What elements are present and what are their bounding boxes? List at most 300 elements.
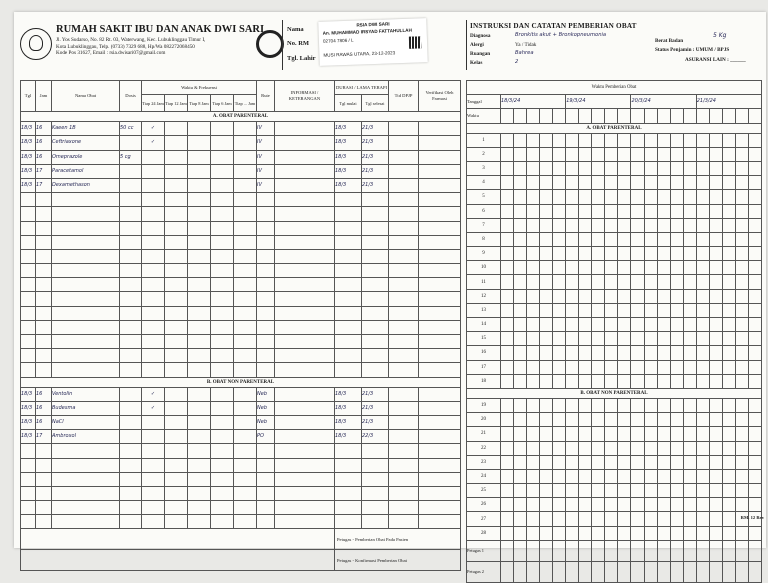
cell[interactable]	[275, 207, 335, 221]
admin-cell[interactable]	[709, 332, 722, 346]
admin-cell[interactable]	[618, 346, 631, 360]
admin-cell[interactable]	[501, 360, 514, 374]
admin-cell[interactable]	[670, 455, 683, 469]
admin-cell[interactable]	[592, 289, 605, 303]
admin-cell[interactable]	[592, 512, 605, 526]
cell-rute[interactable]: PO	[257, 430, 275, 444]
admin-cell[interactable]	[722, 360, 735, 374]
cell[interactable]	[419, 292, 461, 306]
cell[interactable]	[142, 306, 165, 320]
admin-cell[interactable]	[748, 232, 761, 246]
cell[interactable]	[419, 472, 461, 486]
cell[interactable]	[188, 235, 211, 249]
admin-cell[interactable]	[553, 360, 566, 374]
admin-cell[interactable]	[527, 190, 540, 204]
signature-cell[interactable]	[735, 540, 748, 561]
admin-cell[interactable]	[735, 190, 748, 204]
admin-cell[interactable]	[644, 303, 657, 317]
admin-cell[interactable]	[579, 484, 592, 498]
admin-cell[interactable]	[605, 346, 618, 360]
cell[interactable]	[165, 335, 188, 349]
admin-cell[interactable]	[605, 374, 618, 388]
cell[interactable]	[21, 306, 36, 320]
cell-jam[interactable]: 17	[36, 430, 52, 444]
admin-cell[interactable]	[540, 247, 553, 261]
cell-mulai[interactable]: 18/3	[335, 150, 362, 164]
admin-cell[interactable]	[540, 190, 553, 204]
date-cell[interactable]: 18/3/24	[501, 95, 566, 109]
cell[interactable]	[142, 472, 165, 486]
admin-cell[interactable]	[696, 360, 709, 374]
admin-cell[interactable]	[514, 232, 527, 246]
admin-cell[interactable]	[553, 318, 566, 332]
signature-cell[interactable]	[566, 540, 579, 561]
admin-cell[interactable]	[566, 218, 579, 232]
cell-dosis[interactable]	[120, 430, 142, 444]
cell-selesai[interactable]: 21/3	[362, 136, 389, 150]
admin-cell[interactable]	[592, 133, 605, 147]
admin-cell[interactable]	[631, 147, 644, 161]
admin-cell[interactable]	[605, 303, 618, 317]
cell[interactable]	[142, 486, 165, 500]
admin-cell[interactable]	[670, 232, 683, 246]
cell[interactable]	[165, 363, 188, 377]
cell[interactable]	[419, 486, 461, 500]
admin-cell[interactable]	[592, 275, 605, 289]
cell[interactable]	[36, 193, 52, 207]
cell[interactable]	[52, 221, 120, 235]
cell[interactable]	[120, 501, 142, 515]
admin-cell[interactable]	[657, 498, 670, 512]
cell[interactable]	[211, 278, 234, 292]
cell[interactable]	[120, 458, 142, 472]
cell[interactable]	[21, 320, 36, 334]
admin-cell[interactable]	[631, 484, 644, 498]
admin-cell[interactable]	[618, 427, 631, 441]
admin-cell[interactable]	[670, 441, 683, 455]
cell[interactable]	[165, 486, 188, 500]
admin-cell[interactable]	[696, 318, 709, 332]
signature-cell[interactable]	[618, 561, 631, 582]
admin-cell[interactable]	[709, 176, 722, 190]
cell[interactable]	[257, 486, 275, 500]
admin-cell[interactable]	[501, 218, 514, 232]
admin-cell[interactable]	[605, 484, 618, 498]
admin-cell[interactable]	[696, 218, 709, 232]
admin-cell[interactable]	[722, 469, 735, 483]
admin-cell[interactable]	[540, 176, 553, 190]
admin-cell[interactable]	[540, 232, 553, 246]
admin-cell[interactable]	[605, 261, 618, 275]
admin-cell[interactable]	[709, 427, 722, 441]
admin-cell[interactable]	[514, 498, 527, 512]
cell[interactable]	[21, 264, 36, 278]
cell[interactable]	[335, 349, 362, 363]
admin-cell[interactable]	[566, 332, 579, 346]
admin-cell[interactable]	[566, 303, 579, 317]
admin-cell[interactable]	[553, 441, 566, 455]
admin-cell[interactable]	[514, 318, 527, 332]
admin-cell[interactable]	[631, 190, 644, 204]
cell[interactable]	[362, 320, 389, 334]
admin-cell[interactable]	[683, 161, 696, 175]
admin-cell[interactable]	[514, 427, 527, 441]
admin-cell[interactable]	[748, 413, 761, 427]
admin-cell[interactable]	[592, 247, 605, 261]
cell[interactable]	[211, 515, 234, 529]
admin-cell[interactable]	[566, 374, 579, 388]
admin-cell[interactable]	[579, 374, 592, 388]
cell-dosis[interactable]	[120, 136, 142, 150]
admin-cell[interactable]	[748, 247, 761, 261]
admin-cell[interactable]	[696, 374, 709, 388]
cell[interactable]	[275, 363, 335, 377]
admin-cell[interactable]	[631, 374, 644, 388]
admin-cell[interactable]	[592, 413, 605, 427]
admin-cell[interactable]	[709, 147, 722, 161]
admin-cell[interactable]	[670, 218, 683, 232]
cell[interactable]	[211, 501, 234, 515]
cell-jam[interactable]: 16	[36, 401, 52, 415]
admin-cell[interactable]	[540, 374, 553, 388]
admin-cell[interactable]	[592, 204, 605, 218]
admin-cell[interactable]	[657, 398, 670, 412]
signature-cell[interactable]	[527, 561, 540, 582]
admin-cell[interactable]	[553, 498, 566, 512]
cell[interactable]	[389, 178, 419, 192]
cell[interactable]	[275, 193, 335, 207]
admin-cell[interactable]	[592, 176, 605, 190]
cell[interactable]	[188, 136, 211, 150]
cell[interactable]	[275, 264, 335, 278]
admin-cell[interactable]	[514, 190, 527, 204]
admin-cell[interactable]	[735, 498, 748, 512]
admin-cell[interactable]	[501, 498, 514, 512]
admin-cell[interactable]	[696, 398, 709, 412]
cell[interactable]	[211, 401, 234, 415]
cell[interactable]	[257, 349, 275, 363]
admin-cell[interactable]	[605, 289, 618, 303]
cell[interactable]	[389, 335, 419, 349]
cell[interactable]	[335, 292, 362, 306]
admin-cell[interactable]	[670, 332, 683, 346]
cell[interactable]	[234, 320, 257, 334]
admin-cell[interactable]	[540, 261, 553, 275]
cell-info[interactable]	[275, 401, 335, 415]
admin-cell[interactable]	[683, 190, 696, 204]
cell[interactable]	[234, 207, 257, 221]
admin-cell[interactable]	[735, 484, 748, 498]
cell[interactable]	[257, 444, 275, 458]
admin-cell[interactable]	[527, 512, 540, 526]
admin-cell[interactable]	[501, 161, 514, 175]
admin-cell[interactable]	[618, 498, 631, 512]
admin-cell[interactable]	[540, 360, 553, 374]
cell[interactable]	[389, 235, 419, 249]
admin-cell[interactable]	[527, 133, 540, 147]
admin-cell[interactable]	[670, 374, 683, 388]
cell-tgl[interactable]: 18/3	[21, 136, 36, 150]
admin-cell[interactable]	[618, 512, 631, 526]
admin-cell[interactable]	[722, 498, 735, 512]
admin-cell[interactable]	[553, 398, 566, 412]
admin-cell[interactable]	[618, 526, 631, 540]
cell[interactable]	[142, 150, 165, 164]
admin-cell[interactable]	[748, 275, 761, 289]
admin-cell[interactable]	[579, 332, 592, 346]
admin-cell[interactable]	[722, 427, 735, 441]
cell[interactable]	[165, 387, 188, 401]
admin-cell[interactable]	[657, 484, 670, 498]
cell[interactable]	[234, 306, 257, 320]
admin-cell[interactable]	[514, 484, 527, 498]
admin-cell[interactable]	[579, 232, 592, 246]
admin-cell[interactable]	[735, 218, 748, 232]
admin-cell[interactable]	[566, 261, 579, 275]
admin-cell[interactable]	[579, 455, 592, 469]
admin-cell[interactable]	[618, 247, 631, 261]
cell-rute[interactable]: IV	[257, 164, 275, 178]
admin-cell[interactable]	[579, 147, 592, 161]
admin-cell[interactable]	[566, 484, 579, 498]
admin-cell[interactable]	[657, 374, 670, 388]
admin-cell[interactable]	[605, 332, 618, 346]
cell[interactable]	[362, 515, 389, 529]
admin-cell[interactable]	[605, 190, 618, 204]
admin-cell[interactable]	[514, 346, 527, 360]
admin-cell[interactable]	[748, 360, 761, 374]
admin-cell[interactable]	[605, 526, 618, 540]
admin-cell[interactable]	[618, 176, 631, 190]
admin-cell[interactable]	[722, 512, 735, 526]
admin-cell[interactable]	[514, 332, 527, 346]
cell[interactable]	[188, 501, 211, 515]
admin-cell[interactable]	[540, 161, 553, 175]
admin-cell[interactable]	[683, 413, 696, 427]
admin-cell[interactable]	[605, 232, 618, 246]
cell-obat[interactable]: Ambroxol	[52, 430, 120, 444]
admin-cell[interactable]	[644, 204, 657, 218]
admin-cell[interactable]	[683, 346, 696, 360]
admin-cell[interactable]	[670, 275, 683, 289]
cell[interactable]	[120, 320, 142, 334]
admin-cell[interactable]	[657, 133, 670, 147]
signature-cell[interactable]	[501, 561, 514, 582]
cell[interactable]	[419, 306, 461, 320]
cell[interactable]	[389, 164, 419, 178]
admin-cell[interactable]	[501, 275, 514, 289]
admin-cell[interactable]	[631, 346, 644, 360]
admin-cell[interactable]	[527, 469, 540, 483]
admin-cell[interactable]	[631, 161, 644, 175]
admin-cell[interactable]	[722, 441, 735, 455]
cell[interactable]	[188, 320, 211, 334]
cell[interactable]	[188, 387, 211, 401]
admin-cell[interactable]	[735, 346, 748, 360]
cell[interactable]	[389, 306, 419, 320]
signature-cell[interactable]	[644, 540, 657, 561]
cell[interactable]	[120, 363, 142, 377]
cell-dosis[interactable]	[120, 164, 142, 178]
admin-cell[interactable]	[527, 204, 540, 218]
admin-cell[interactable]	[566, 147, 579, 161]
cell[interactable]	[257, 320, 275, 334]
admin-cell[interactable]	[592, 261, 605, 275]
cell[interactable]	[419, 264, 461, 278]
admin-cell[interactable]	[644, 455, 657, 469]
admin-cell[interactable]	[618, 484, 631, 498]
cell[interactable]	[389, 363, 419, 377]
admin-cell[interactable]	[709, 318, 722, 332]
cell[interactable]	[188, 292, 211, 306]
admin-cell[interactable]	[553, 247, 566, 261]
cell[interactable]	[389, 387, 419, 401]
date-cell[interactable]: 19/3/24	[566, 95, 631, 109]
admin-cell[interactable]	[644, 441, 657, 455]
signature-cell[interactable]	[657, 540, 670, 561]
cell[interactable]	[211, 486, 234, 500]
admin-cell[interactable]	[696, 413, 709, 427]
cell[interactable]	[188, 363, 211, 377]
admin-cell[interactable]	[540, 526, 553, 540]
admin-cell[interactable]	[527, 374, 540, 388]
admin-cell[interactable]	[683, 455, 696, 469]
admin-cell[interactable]	[527, 318, 540, 332]
admin-cell[interactable]	[670, 204, 683, 218]
cell[interactable]	[188, 444, 211, 458]
admin-cell[interactable]	[709, 133, 722, 147]
admin-cell[interactable]	[644, 526, 657, 540]
cell[interactable]	[419, 363, 461, 377]
admin-cell[interactable]	[670, 190, 683, 204]
admin-cell[interactable]	[579, 318, 592, 332]
admin-cell[interactable]	[553, 346, 566, 360]
admin-cell[interactable]	[670, 398, 683, 412]
admin-cell[interactable]	[605, 441, 618, 455]
cell-tgl[interactable]: 18/3	[21, 164, 36, 178]
cell[interactable]	[234, 178, 257, 192]
admin-cell[interactable]	[644, 427, 657, 441]
admin-cell[interactable]	[501, 455, 514, 469]
admin-cell[interactable]	[670, 303, 683, 317]
admin-cell[interactable]	[566, 398, 579, 412]
admin-cell[interactable]	[501, 374, 514, 388]
cell[interactable]: ✓	[142, 401, 165, 415]
admin-cell[interactable]	[722, 374, 735, 388]
cell[interactable]	[21, 207, 36, 221]
admin-cell[interactable]	[631, 261, 644, 275]
cell[interactable]	[419, 501, 461, 515]
cell[interactable]	[362, 292, 389, 306]
admin-cell[interactable]	[631, 498, 644, 512]
cell[interactable]	[257, 501, 275, 515]
admin-cell[interactable]	[501, 232, 514, 246]
cell[interactable]	[362, 335, 389, 349]
admin-cell[interactable]	[709, 469, 722, 483]
admin-cell[interactable]	[527, 427, 540, 441]
cell[interactable]	[211, 320, 234, 334]
admin-cell[interactable]	[657, 441, 670, 455]
cell[interactable]	[362, 472, 389, 486]
admin-cell[interactable]	[540, 204, 553, 218]
admin-cell[interactable]	[722, 455, 735, 469]
admin-cell[interactable]	[631, 398, 644, 412]
admin-cell[interactable]	[540, 218, 553, 232]
admin-cell[interactable]	[722, 261, 735, 275]
admin-cell[interactable]	[514, 247, 527, 261]
admin-cell[interactable]	[553, 303, 566, 317]
cell[interactable]	[142, 363, 165, 377]
cell-mulai[interactable]: 18/3	[335, 430, 362, 444]
cell[interactable]	[257, 458, 275, 472]
admin-cell[interactable]	[527, 360, 540, 374]
admin-cell[interactable]	[748, 133, 761, 147]
cell[interactable]	[335, 486, 362, 500]
admin-cell[interactable]	[683, 360, 696, 374]
admin-cell[interactable]	[683, 303, 696, 317]
admin-cell[interactable]	[527, 161, 540, 175]
admin-cell[interactable]	[618, 232, 631, 246]
cell[interactable]	[165, 472, 188, 486]
cell-selesai[interactable]: 21/3	[362, 122, 389, 136]
cell[interactable]	[21, 458, 36, 472]
cell[interactable]	[211, 178, 234, 192]
cell[interactable]	[419, 335, 461, 349]
cell[interactable]	[120, 292, 142, 306]
cell-tgl[interactable]: 18/3	[21, 401, 36, 415]
cell[interactable]	[211, 335, 234, 349]
cell-dosis[interactable]: 5 cg	[120, 150, 142, 164]
admin-cell[interactable]	[683, 247, 696, 261]
cell[interactable]	[142, 264, 165, 278]
admin-cell[interactable]	[722, 318, 735, 332]
admin-cell[interactable]	[618, 374, 631, 388]
signature-cell[interactable]	[592, 540, 605, 561]
cell[interactable]	[142, 278, 165, 292]
admin-cell[interactable]	[605, 133, 618, 147]
cell[interactable]	[165, 207, 188, 221]
admin-cell[interactable]	[566, 247, 579, 261]
admin-cell[interactable]	[722, 190, 735, 204]
admin-cell[interactable]	[501, 289, 514, 303]
admin-cell[interactable]	[709, 398, 722, 412]
admin-cell[interactable]	[748, 318, 761, 332]
cell[interactable]	[362, 249, 389, 263]
admin-cell[interactable]	[748, 526, 761, 540]
cell[interactable]	[234, 401, 257, 415]
cell[interactable]	[120, 207, 142, 221]
cell[interactable]	[52, 264, 120, 278]
signature-cell[interactable]	[514, 561, 527, 582]
cell[interactable]	[142, 249, 165, 263]
admin-cell[interactable]	[592, 427, 605, 441]
cell[interactable]	[419, 122, 461, 136]
cell[interactable]	[234, 415, 257, 429]
admin-cell[interactable]	[722, 413, 735, 427]
cell[interactable]	[257, 363, 275, 377]
cell[interactable]	[120, 221, 142, 235]
admin-cell[interactable]	[566, 441, 579, 455]
cell-selesai[interactable]: 21/3	[362, 178, 389, 192]
admin-cell[interactable]	[696, 275, 709, 289]
admin-cell[interactable]	[579, 176, 592, 190]
admin-cell[interactable]	[670, 346, 683, 360]
admin-cell[interactable]	[735, 427, 748, 441]
cell[interactable]	[188, 221, 211, 235]
cell[interactable]	[165, 150, 188, 164]
admin-cell[interactable]	[696, 303, 709, 317]
admin-cell[interactable]	[501, 484, 514, 498]
